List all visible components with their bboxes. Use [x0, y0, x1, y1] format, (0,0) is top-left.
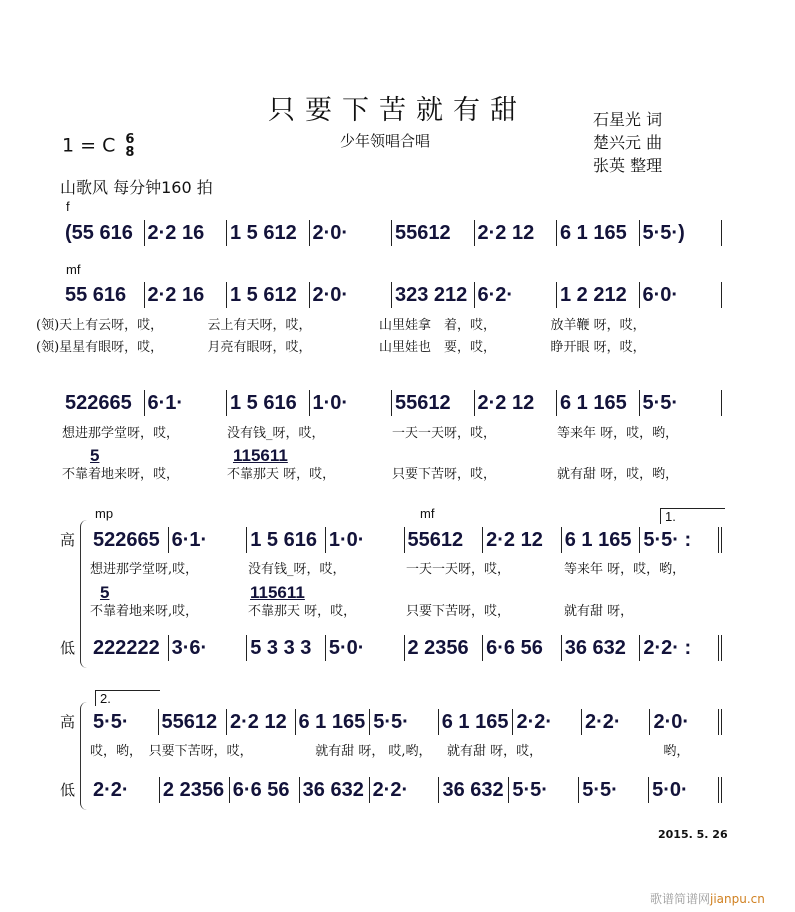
song-title: 只要下苦就有甜 — [268, 95, 527, 126]
measure: 6·0· — [640, 282, 723, 308]
composer: 楚兴元 曲 — [593, 133, 663, 152]
time-signature — [125, 133, 134, 159]
measure: 6·1· — [145, 390, 228, 416]
lyric-segment — [546, 744, 605, 760]
lyric-segment — [605, 744, 664, 760]
measure: 55612 — [392, 220, 475, 246]
measure: 522665 — [62, 390, 145, 416]
measure: 5·0· — [326, 635, 405, 661]
time-top: 6 — [125, 132, 135, 147]
lyric-segment: 想进那学堂呀，哎， — [62, 426, 180, 441]
lyric-segment: 一天一天呀，哎， — [392, 426, 497, 441]
watermark-text: 歌谱简谱网 — [650, 892, 711, 906]
measure: 2·2· — [582, 709, 651, 735]
lyrics-line — [36, 340, 722, 356]
tempo-marking: 山歌风 每分钟160 拍 — [60, 178, 213, 197]
dynamic-marking: mf — [66, 262, 81, 277]
notes-row — [90, 527, 722, 553]
measure: 2·2· — [513, 709, 582, 735]
lyrics-line — [90, 744, 722, 760]
lyric-segment: 只要下苦呀，哎， — [148, 744, 253, 759]
part-label-low: 低 — [60, 639, 76, 657]
measure: 2·2 16 — [145, 220, 228, 246]
measure: 55612 — [405, 527, 484, 553]
dynamic-marking: f — [66, 199, 70, 214]
key-signature — [62, 133, 134, 159]
measure: 1 5 616 — [227, 390, 310, 416]
measure: 1 5 612 — [227, 282, 310, 308]
measure: 1·0· — [326, 527, 405, 553]
lyric-segment: 不靠那天 呀，哎， — [227, 467, 336, 482]
lyric-segment: 月亮有眼呀，哎， — [207, 340, 312, 355]
measure: 2 2356 — [405, 635, 484, 661]
measure: 522665 — [90, 527, 169, 553]
lyric-segment: 就有甜 呀， — [564, 604, 634, 619]
lyric-segment: 云上有天呀，哎， — [207, 318, 312, 333]
measure: 36 632 — [439, 777, 509, 803]
lyric-segment: 山里娃也 要，哎， — [379, 340, 497, 355]
low-part-row — [90, 635, 722, 661]
alternate-notes: 115611 — [233, 446, 288, 465]
measure: 2 2356 — [160, 777, 230, 803]
lyric-segment: (领)天上有云呀，哎， — [36, 318, 164, 333]
measure: 1 2 212 — [557, 282, 640, 308]
time-bottom: 8 — [125, 145, 135, 160]
notes-row — [62, 220, 722, 246]
date: 2015. 5. 26 — [658, 828, 728, 841]
lyric-segment: 等来年 呀，哎，哟， — [564, 562, 686, 577]
lyricist: 石星光 词 — [593, 110, 663, 129]
measure: 6 1 165 — [562, 527, 641, 553]
measure: 2·2 12 — [475, 220, 558, 246]
measure: 55612 — [392, 390, 475, 416]
lyric-segment: 放羊鞭 呀，哎， — [550, 318, 646, 333]
lyric-segment: 不靠那天 呀，哎， — [248, 604, 357, 619]
lyric-segment — [257, 744, 316, 760]
measure: 2·2· — [370, 777, 440, 803]
measure: 3·6· — [169, 635, 248, 661]
lyrics-line — [36, 318, 722, 334]
lyrics-line — [90, 562, 722, 578]
low-part-row — [90, 777, 722, 803]
measure: 2·2· : — [640, 635, 722, 661]
watermark-url: jianpu.cn — [710, 892, 765, 906]
alternate-notes: 115611 — [250, 583, 305, 602]
key: 1 = C — [62, 134, 116, 157]
lyric-segment: 不靠着地来呀,哎， — [90, 604, 199, 619]
lyric-segment: 没有钱_呀，哎， — [248, 562, 346, 577]
measure: 6·6 56 — [230, 777, 300, 803]
lyric-segment: 哎，哟， — [90, 744, 143, 759]
measure: 6 1 165 — [557, 390, 640, 416]
alternate-notes: 5 — [100, 583, 110, 602]
measure: 222222 — [90, 635, 169, 661]
measure: 5 3 3 3 — [247, 635, 326, 661]
lyric-segment: 没有钱_呀，哎， — [227, 426, 325, 441]
measure: 2·2 12 — [483, 527, 562, 553]
measure: 2·2 12 — [475, 390, 558, 416]
part-label-high: 高 — [60, 713, 76, 731]
measure: 36 632 — [300, 777, 370, 803]
measure: 5·0· — [649, 777, 722, 803]
lyric-segment: 等来年 呀，哎，哟， — [557, 426, 679, 441]
measure: 2·2 16 — [145, 282, 228, 308]
measure: 2·0· — [310, 220, 393, 246]
lyric-segment: (领)星星有眼呀，哎， — [36, 340, 164, 355]
notes-row — [90, 709, 722, 735]
measure: 5·5· — [370, 709, 439, 735]
measure: 6·2· — [475, 282, 558, 308]
lyric-segment: 哎,哟， — [388, 744, 432, 759]
measure: 5·5· — [579, 777, 649, 803]
lyric-segment: 就有甜 呀， — [315, 744, 385, 759]
measure: 6 1 165 — [557, 220, 640, 246]
measure: 55 616 — [62, 282, 145, 308]
system-brace — [80, 520, 87, 668]
measure: 2·0· — [650, 709, 722, 735]
part-label-high: 高 — [60, 531, 76, 549]
volta-1.: 1. — [660, 508, 725, 524]
measure: 2·2· — [90, 777, 160, 803]
subtitle: 少年领唱合唱 — [340, 132, 431, 150]
measure: (55 616 — [62, 220, 145, 246]
notes-row — [62, 390, 722, 416]
lyric-segment: 就有甜 呀，哎，哟， — [557, 467, 679, 482]
lyrics-line — [62, 467, 722, 483]
measure: 323 212 — [392, 282, 475, 308]
dynamic-marking: mp — [95, 506, 114, 521]
lyric-segment: 就有甜 呀，哎， — [447, 744, 543, 759]
lyric-segment: 哟， — [663, 744, 690, 759]
lyric-segment: 只要下苦呀，哎， — [392, 467, 497, 482]
measure: 1 5 612 — [227, 220, 310, 246]
measure: 5·5· : — [640, 527, 722, 553]
system-brace — [80, 702, 87, 810]
measure: 36 632 — [562, 635, 641, 661]
measure: 5·5· — [640, 390, 723, 416]
measure: 2·2 12 — [227, 709, 296, 735]
lyrics-line — [62, 426, 722, 442]
measure: 2·0· — [310, 282, 393, 308]
lyric-segment: 只要下苦呀，哎， — [406, 604, 511, 619]
measure: 5·5· — [509, 777, 579, 803]
lyric-segment: 山里娃拿 着，哎， — [379, 318, 497, 333]
measure: 5·5·) — [640, 220, 723, 246]
dynamic-marking: mf — [420, 506, 435, 521]
lyrics-line — [90, 604, 722, 620]
notes-row — [62, 282, 722, 308]
measure: 6 1 165 — [296, 709, 371, 735]
lyric-segment: 一天一天呀，哎， — [406, 562, 511, 577]
measure: 55612 — [159, 709, 228, 735]
measure: 1·0· — [310, 390, 393, 416]
measure: 6 1 165 — [439, 709, 514, 735]
measure: 5·5· — [90, 709, 159, 735]
measure: 6·6 56 — [483, 635, 562, 661]
watermark — [650, 890, 765, 907]
part-label-low: 低 — [60, 781, 76, 799]
lyric-segment: 睁开眼 呀，哎， — [550, 340, 646, 355]
lyric-segment: 不靠着地来呀，哎， — [62, 467, 180, 482]
arranger: 张英 整理 — [593, 156, 663, 175]
alternate-notes: 5 — [90, 446, 100, 465]
measure: 6·1· — [169, 527, 248, 553]
lyric-segment: 想进那学堂呀,哎， — [90, 562, 199, 577]
measure: 1 5 616 — [247, 527, 326, 553]
volta-2.: 2. — [95, 690, 160, 706]
